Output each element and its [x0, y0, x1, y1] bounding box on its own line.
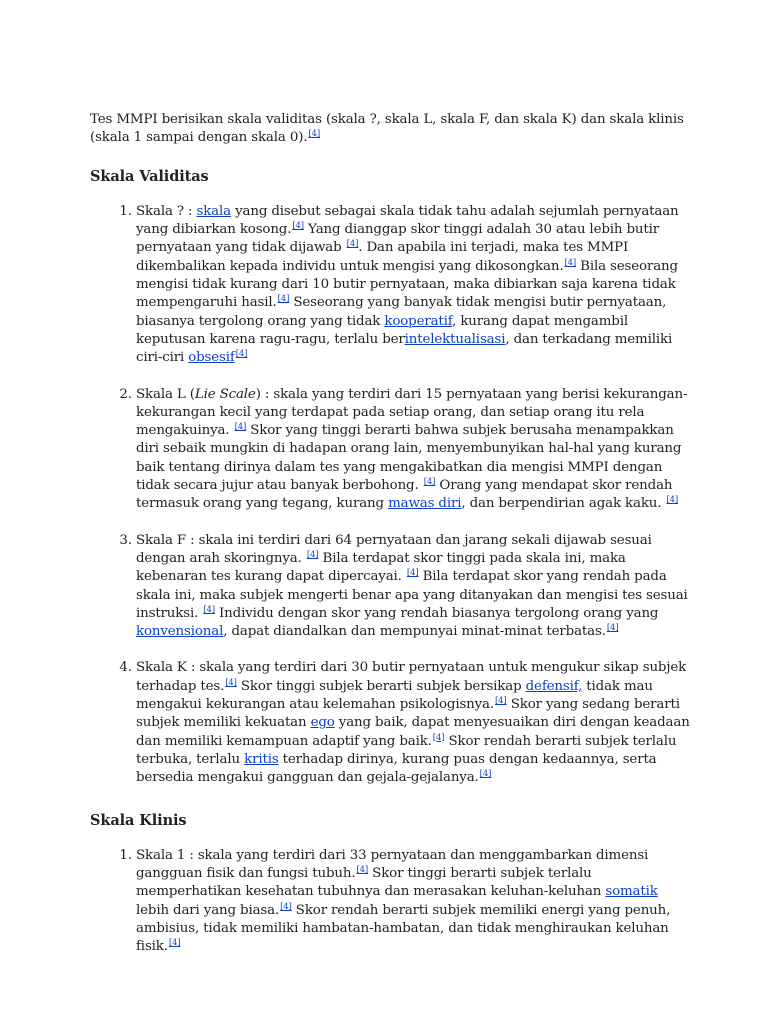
link-intelektualisasi[interactable]: intelektualisasi [404, 331, 506, 347]
list-item-skala-l [136, 386, 694, 514]
item-text: Individu dengan skor yang rendah biasanya tergolong orang yang [214, 605, 659, 621]
citation-link[interactable]: [4] [495, 696, 507, 707]
citation-ref [607, 623, 619, 633]
item-text: Seseorang yang banyak tidak mengisi butir pernyataan, biasanya tergolong orang yang tidak [136, 295, 667, 329]
item-text: ) : skala yang terdiri dari 15 pernyataan yang berisi kekurangan-kekurangan kecil yang terdapat pada setiap orang, dan setiap orang itu rela mengakuinya. [136, 386, 688, 439]
item-text: terhadap dirinya, kurang puas dengan kedaannya, serta bersedia mengakui gangguan dan gejala-gejalanya. [136, 751, 657, 786]
item-text: Skor rendah berarti subjek terlalu terbuka, terlalu [136, 733, 677, 767]
citation-ref [667, 495, 679, 505]
citation-link[interactable]: [4] [277, 294, 290, 305]
item-text: , dan berpendirian agak kaku. [461, 496, 666, 512]
citation-link[interactable]: [4] [308, 129, 320, 140]
citation-ref [433, 733, 445, 743]
link-mawas-diri[interactable]: mawas diri [388, 496, 462, 512]
citation-link[interactable]: [4] [479, 769, 492, 780]
citation-link[interactable]: [4] [234, 422, 247, 433]
citation-ref [236, 349, 248, 359]
list-item-skala-k [136, 659, 694, 787]
citation-link[interactable]: [4] [666, 495, 679, 506]
citation-ref [278, 294, 290, 304]
item-text: tidak mau mengakui kekurangan atau kelemahan psikologisnya. [136, 678, 653, 713]
citation-link[interactable]: [4] [280, 901, 292, 912]
citation-link[interactable]: [4] [406, 568, 419, 579]
link-kritis[interactable]: kritis [244, 751, 279, 767]
citation-link[interactable]: [4] [606, 623, 619, 634]
citation-ref [169, 938, 181, 948]
item-text: Skala 1 : skala yang terdiri dari 33 pernyataan dan menggambarkan dimensi gangguan fisik dan fungsi tubuh. [136, 847, 649, 882]
citation-link[interactable]: [4] [356, 865, 369, 876]
list-item-skala-tanya [136, 203, 694, 368]
citation-ref [407, 568, 419, 578]
citation-link[interactable]: [4] [203, 604, 215, 615]
citation-ref [564, 258, 576, 268]
validitas-list [90, 203, 694, 788]
citation-link[interactable]: [4] [168, 938, 181, 949]
heading-skala-klinis: Skala Klinis [90, 811, 187, 829]
citation-ref [307, 550, 319, 560]
klinis-list [90, 847, 694, 957]
item-text: Orang yang mendapat skor rendah termasuk orang yang tegang, kurang [136, 478, 673, 512]
citation-ref [495, 696, 507, 706]
citation-ref [203, 605, 215, 615]
citation-link[interactable]: [4] [225, 677, 237, 688]
citation-link[interactable]: [4] [292, 221, 304, 232]
citation-link[interactable]: [4] [346, 239, 359, 250]
citation-link[interactable]: [4] [235, 349, 248, 360]
list-item-skala-f [136, 532, 694, 642]
item-text: Skor yang tinggi berarti bahwa subjek berusaha menampakkan diri sebaik mungkin di hadapan orang lain, menyembunyikan hal-hal yang kurang baik tentang dirinya dalam tes yang mengakibatkan dia mengisi MMPI dengan tidak secara jujur atau banyak berbohong. [136, 423, 682, 494]
link-obsesif[interactable]: obsesif [188, 350, 235, 366]
item-text: , dan terkadang memiliki ciri-ciri [136, 331, 673, 366]
intro-text: Tes MMPI berisikan skala validitas (skala ?, skala L, skala F, dan skala K) dan skala klinis (skala 1 sampai dengan skala 0). [90, 112, 684, 146]
citation-ref [347, 239, 359, 249]
citation-ref [480, 769, 492, 779]
item-text: , kurang dapat mengambil keputusan karena ragu-ragu, terlalu ber [136, 313, 628, 347]
heading-skala-validitas: Skala Validitas [90, 167, 209, 185]
item-text: . Dan apabila ini terjadi, maka tes MMPI dikembalikan kepada individu untuk mengisi yang dikosongkan. [136, 240, 629, 274]
citation-link[interactable]: [4] [564, 257, 577, 268]
item-text: Skala L ( [136, 386, 195, 402]
citation-ref [292, 221, 304, 231]
link-kooperatif[interactable]: kooperatif [384, 313, 453, 329]
item-text: yang baik, dapat menyesuaikan diri dengan keadaan dan memiliki kemampuan adaptif yang baik. [136, 715, 690, 749]
citation-link[interactable]: [4] [306, 549, 319, 560]
citation-ref [308, 129, 320, 139]
item-text: Bila terdapat skor tinggi pada skala ini, maka kebenaran tes kurang dapat dipercayai. [136, 550, 626, 585]
link-skala[interactable]: skala [196, 203, 231, 219]
citation-ref [235, 422, 247, 432]
lie-scale-text: Lie Scale [194, 386, 256, 402]
item-text: lebih dari yang biasa. [136, 902, 280, 918]
item-text: , dapat diandalkan dan mempunyai minat-minat terbatas. [223, 624, 606, 640]
item-text: Skor tinggi subjek berarti subjek bersikap [236, 678, 526, 694]
link-defensif[interactable]: defensif, [525, 678, 583, 694]
link-somatik[interactable]: somatik [605, 884, 658, 900]
list-item-skala-1 [136, 847, 694, 957]
intro-paragraph [90, 111, 694, 148]
citation-ref [424, 477, 436, 487]
citation-ref [280, 902, 292, 912]
item-text: Skala ? : [136, 203, 197, 219]
item-text: Skala F : skala ini terdiri dari 64 pernyataan dan jarang sekali dijawab sesuai dengan arah skoringnya. [136, 532, 652, 566]
item-text: Skala K : skala yang terdiri dari 30 butir pernyataan untuk mengukur sikap subjek terhadap tes. [136, 660, 687, 694]
link-konvensional[interactable]: konvensional [136, 624, 224, 640]
citation-ref [225, 678, 237, 688]
item-text: Skor tinggi berarti subjek terlalu memperhatikan kesehatan tubuhnya dan merasakan keluhan-keluhan [136, 866, 606, 900]
citation-ref [356, 865, 368, 875]
item-text: Bila terdapat skor yang rendah pada skala ini, maka subjek mengerti benar apa yang ditanyakan dan mengisi tes sesuai instruksi. [136, 569, 688, 621]
item-text: Skor yang sedang berarti subjek memiliki kekuatan [136, 697, 680, 731]
item-text: Bila seseorang mengisi tidak kurang dari 10 butir pernyataan, maka dibiarkan saja karena tidak mempengaruhi hasil. [136, 258, 678, 311]
item-text: yang disebut sebagai skala tidak tahu adalah sejumlah pernyataan yang dibiarkan kosong. [136, 203, 679, 238]
citation-link[interactable]: [4] [423, 477, 436, 488]
item-text: Skor rendah berarti subjek memiliki energi yang penuh, ambisius, tidak memiliki hambatan-hambatan, dan tidak menghiraukan keluhan fisik. [136, 902, 671, 955]
link-ego[interactable]: ego [310, 715, 335, 731]
citation-link[interactable]: [4] [432, 732, 445, 743]
item-text: Yang dianggap skor tinggi adalah 30 atau lebih butir pernyataan yang tidak dijawab [136, 222, 659, 256]
